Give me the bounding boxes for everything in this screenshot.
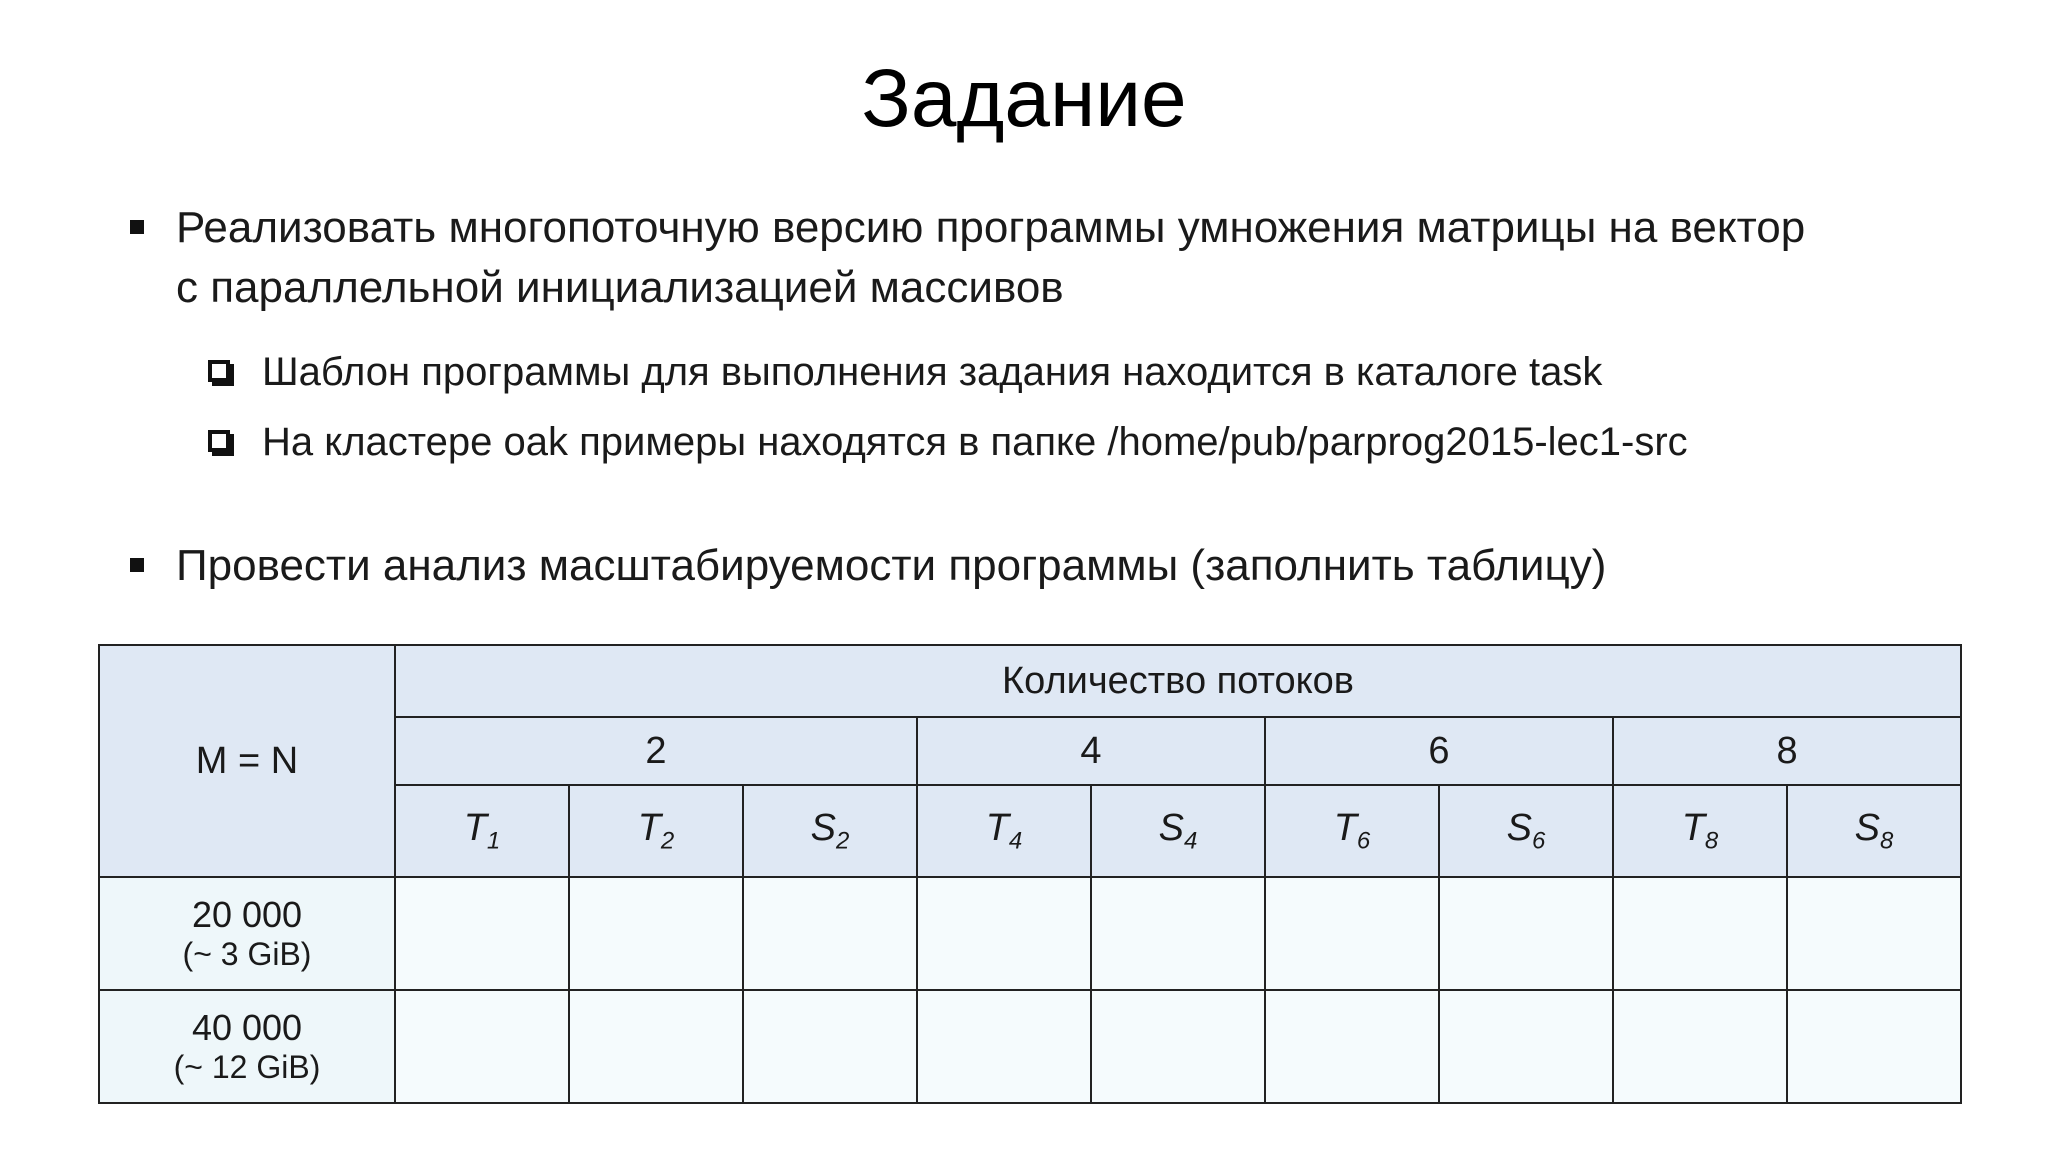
metric-header-t2: $T_2$ (569, 785, 743, 877)
metric-header-s8: $S_8$ (1787, 785, 1961, 877)
corner-header: M = N (99, 645, 395, 877)
table-row (99, 990, 1961, 1103)
table-cell[interactable] (395, 990, 569, 1103)
matrix-size: 20 000 (191, 894, 303, 935)
slide-title: Задание (861, 53, 1187, 144)
table-cell[interactable] (917, 990, 1091, 1103)
row-label (99, 877, 395, 990)
metric-header-t8: $T_8$ (1613, 785, 1787, 877)
memory-size: (~ 12 GiB) (173, 1049, 321, 1085)
table-cell[interactable] (1613, 877, 1787, 990)
table-cell[interactable] (1091, 877, 1265, 990)
checkbox-bullet-icon (208, 430, 230, 452)
bullet-text-line-2: с параллельной инициализацией массивов (176, 263, 1064, 312)
table-cell[interactable] (395, 877, 569, 990)
threads-8-header: 8 (1613, 717, 1961, 785)
table-cell[interactable] (743, 877, 917, 990)
metric-header-s2: $S_2$ (743, 785, 917, 877)
metric-header-s4: $S_4$ (1091, 785, 1265, 877)
metric-header-t4: $T_4$ (917, 785, 1091, 877)
square-bullet-icon (130, 220, 144, 234)
table-cell[interactable] (1787, 877, 1961, 990)
metric-header-s6: $S_6$ (1439, 785, 1613, 877)
table-cell[interactable] (1265, 877, 1439, 990)
thread-count-header: Количество потоков (395, 645, 1961, 717)
threads-4-header: 4 (917, 717, 1265, 785)
threads-6-header: 6 (1265, 717, 1613, 785)
table-cell[interactable] (917, 877, 1091, 990)
metric-header-t6: $T_6$ (1265, 785, 1439, 877)
table-cell[interactable] (743, 990, 917, 1103)
table-cell[interactable] (1613, 990, 1787, 1103)
table-cell[interactable] (1787, 990, 1961, 1103)
metric-header-t1: $T_1$ (395, 785, 569, 877)
memory-size: (~ 3 GiB) (182, 936, 312, 972)
table-cell[interactable] (1439, 990, 1613, 1103)
table-cell[interactable] (1439, 877, 1613, 990)
bullet-text-line-1: Реализовать многопоточную версию программы умножения матрицы на вектор (176, 203, 1806, 252)
subitem-text: Шаблон программы для выполнения задания находится в каталоге task (262, 350, 1603, 394)
table-cell[interactable] (1265, 990, 1439, 1103)
matrix-size: 40 000 (191, 1007, 303, 1048)
scalability-table (98, 644, 1962, 1104)
table-row (99, 877, 1961, 990)
table-cell[interactable] (1091, 990, 1265, 1103)
table-cell[interactable] (569, 990, 743, 1103)
subitem-text: На кластере oak примеры находятся в папке /home/pub/parprog2015-lec1-src (262, 420, 1688, 464)
square-bullet-icon (130, 558, 144, 572)
table-cell[interactable] (569, 877, 743, 990)
checkbox-bullet-icon (208, 360, 230, 382)
threads-2-header: 2 (395, 717, 917, 785)
bullet-text: Провести анализ масштабируемости программы (заполнить таблицу) (176, 541, 1607, 590)
row-label (99, 990, 395, 1103)
